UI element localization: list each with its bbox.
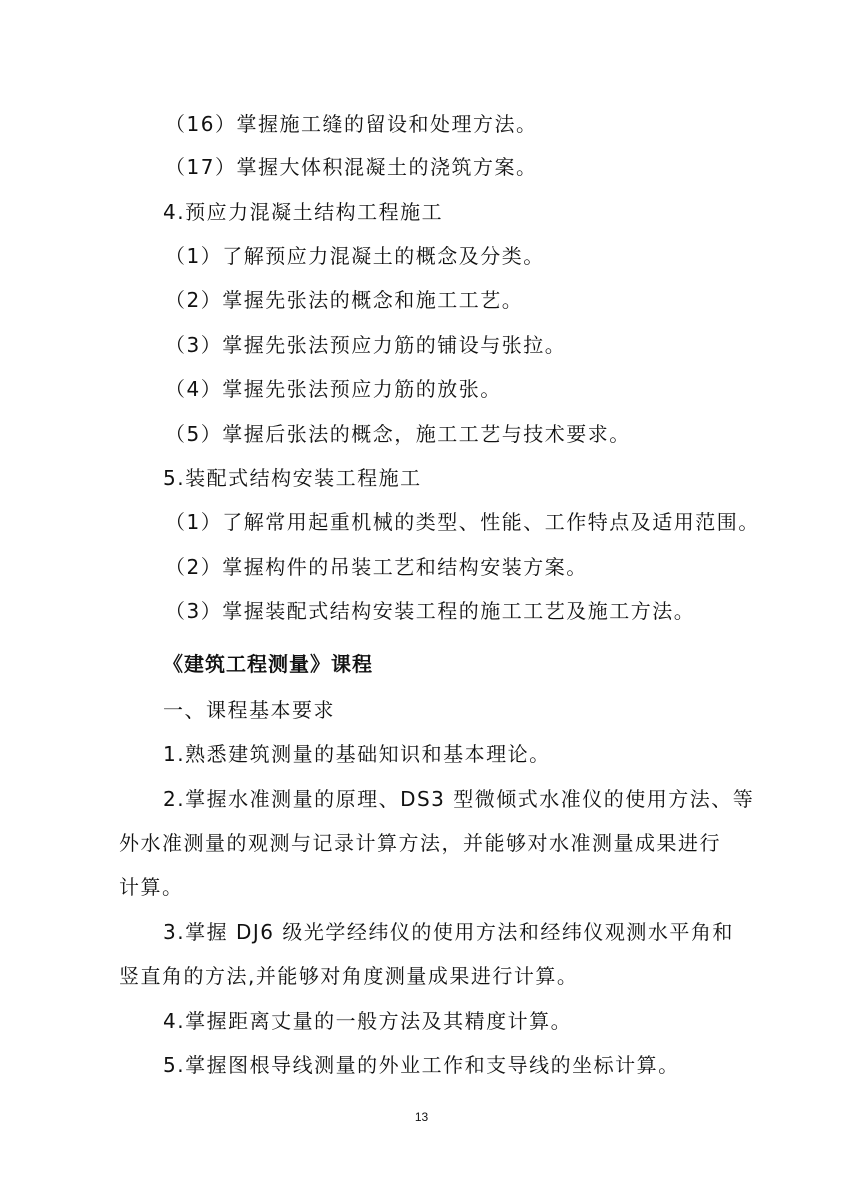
item-16-construction-joints: （16）掌握施工缝的留设和处理方法。 [165, 112, 538, 136]
section-4-prestressed-concrete: 4.预应力混凝土结构工程施工 [163, 200, 444, 224]
item-17-mass-concrete: （17）掌握大体积混凝土的浇筑方案。 [165, 155, 538, 179]
item-2-hoisting: （2）掌握构件的吊装工艺和结构安装方案。 [165, 555, 588, 579]
req-4-distance: 4.掌握距离丈量的一般方法及其精度计算。 [163, 1009, 573, 1033]
section-basic-requirements: 一、课程基本要求 [163, 698, 335, 722]
item-1-cranes: （1）了解常用起重机械的类型、性能、工作特点及适用范围。 [165, 510, 760, 534]
item-1-prestress-concept: （1）了解预应力混凝土的概念及分类。 [165, 244, 545, 268]
section-5-prefab-installation: 5.装配式结构安装工程施工 [163, 466, 422, 490]
item-3-tendon-laying: （3）掌握先张法预应力筋的铺设与张拉。 [165, 333, 567, 357]
req-1-basics: 1.熟悉建筑测量的基础知识和基本理论。 [163, 742, 551, 766]
req-2-leveling-line-2: 外水准测量的观测与记录计算方法，并能够对水准测量成果进行 [119, 831, 721, 855]
page-number: 13 [414, 1110, 429, 1124]
req-2-leveling-line-1: 2.掌握水准测量的原理、DS3 型微倾式水准仪的使用方法、等 [163, 787, 755, 811]
req-3-theodolite-line-1: 3.掌握 DJ6 级光学经纬仪的使用方法和经纬仪观测水平角和 [163, 920, 734, 944]
course-title-surveying: 《建筑工程测量》课程 [163, 652, 373, 676]
req-2-leveling-line-3: 计算。 [119, 875, 184, 899]
req-5-traverse: 5.掌握图根导线测量的外业工作和支导线的坐标计算。 [163, 1053, 680, 1077]
req-3-theodolite-line-2: 竖直角的方法,并能够对角度测量成果进行计算。 [119, 964, 579, 988]
item-2-pretensioning: （2）掌握先张法的概念和施工工艺。 [165, 288, 524, 312]
item-3-installation-methods: （3）掌握装配式结构安装工程的施工工艺及施工方法。 [165, 599, 696, 623]
item-5-post-tensioning: （5）掌握后张法的概念，施工工艺与技术要求。 [165, 422, 631, 446]
item-4-tendon-release: （4）掌握先张法预应力筋的放张。 [165, 377, 502, 401]
